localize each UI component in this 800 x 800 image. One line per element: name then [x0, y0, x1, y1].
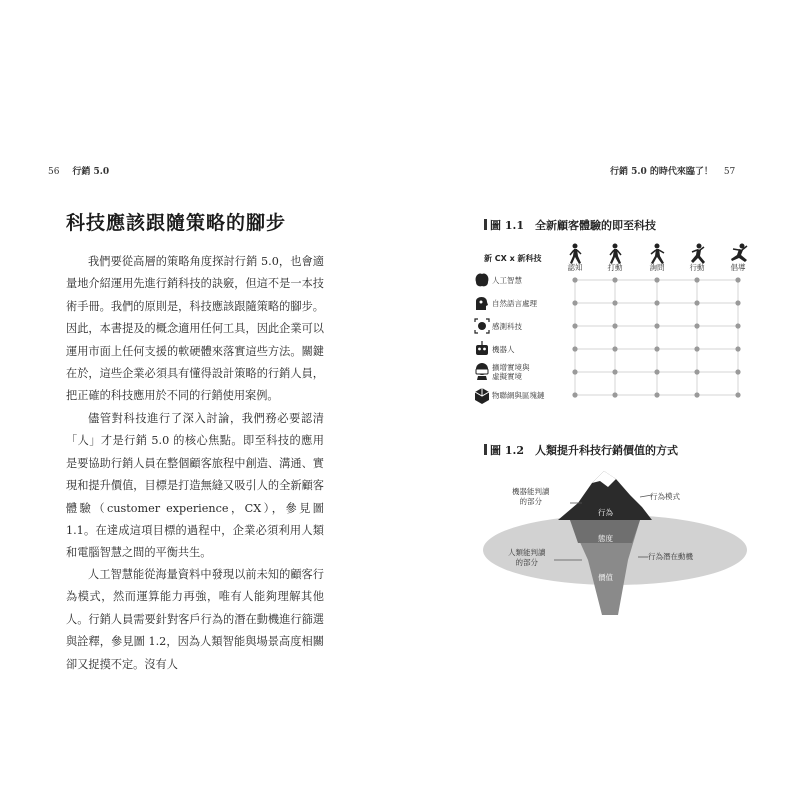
- row-label-robotics: 機器人: [492, 345, 515, 354]
- iot-cube-icon: [475, 388, 489, 404]
- grid-dot: [612, 346, 617, 351]
- column-label-act: 行動: [689, 263, 705, 272]
- running-person-icon: [691, 244, 705, 265]
- left-page-header: [48, 164, 109, 177]
- column-label-awareness: 認知: [567, 263, 583, 272]
- left-running-head: 行銷 5.0: [72, 167, 110, 177]
- walking-person-icon: [570, 244, 581, 265]
- walking-person-icon: [610, 244, 621, 265]
- label-value: 價值: [598, 573, 613, 582]
- grid-dot: [572, 277, 577, 282]
- grid-dot: [735, 369, 740, 374]
- section-title: 科技應該跟隨策略的腳步: [66, 212, 287, 234]
- grid-dot: [654, 300, 659, 305]
- grid-dot: [694, 277, 699, 282]
- grid-dot: [694, 323, 699, 328]
- left-page-number: 56: [48, 167, 60, 177]
- grid-dot: [572, 300, 577, 305]
- sprinting-person-icon: [731, 244, 747, 263]
- grid-dot: [654, 346, 659, 351]
- row-label-ar-vr: 擴增實境與 虛擬實境: [492, 363, 530, 381]
- grid-dot: [735, 323, 740, 328]
- grid-dot: [654, 277, 659, 282]
- grid-dot: [572, 323, 577, 328]
- grid-dot: [735, 392, 740, 397]
- row-label-nlp: 自然語言處理: [492, 299, 537, 308]
- body-paragraph-3: 人工智慧能從海量資料中發現以前未知的顧客行為模式，然而運算能力再強，唯有人能夠理解其他人。行銷人員需要針對客戶行為的潛在動機進行篩選與詮釋，參見圖 1.2，因為人類智能與場景高度相關卻又捉摸不定。沒有人: [66, 568, 324, 671]
- label-attitude: 態度: [598, 534, 613, 543]
- face-scan-icon: [475, 319, 489, 333]
- body-paragraph-1: 我們要從高層的策略角度探討行銷 5.0，也會適量地介紹運用先進行銷科技的訣竅，但這不是一本技術手冊。我們的原則是，科技應該跟隨策略的腳步。因此，本書提及的概念適用任何工具，因此企業可以運用市面上任何支援的軟硬體來落實這些方法。關鍵在於，這些企業必須具有懂得設計策略的行銷人員，把正確的科技應用於不同的行銷使用案例。: [66, 255, 324, 403]
- row-label-sensors: 感測科技: [492, 322, 522, 331]
- speech-head-icon: [476, 297, 488, 310]
- grid-dot: [735, 346, 740, 351]
- label-motive: 行為潛在動機: [648, 552, 693, 561]
- brain-icon: [476, 273, 489, 286]
- body-paragraph-2: 儘管對科技進行了深入討論，我們務必要認清「人」才是行銷 5.0 的核心焦點。即至科技的應用是要協助行銷人員在整個顧客旅程中創造、溝通、實現和提升價值，目標是打造無縫又吸引人的全新顧客體驗（customer experience，CX），參見圖 1.1。在達成這項目標的過程中，企業必須利用人類和電腦智慧之間的平衡共生。: [66, 412, 324, 560]
- figure-1-title: 圖 1.1 全新顧客體驗的即至科技: [484, 217, 656, 233]
- grid-dot: [694, 369, 699, 374]
- vr-headset-icon: [476, 363, 488, 380]
- column-label-advocate: 倡導: [730, 263, 746, 272]
- row-icons: [475, 273, 489, 404]
- grid-dot: [572, 392, 577, 397]
- grid-dot: [654, 392, 659, 397]
- robot-icon: [476, 341, 488, 355]
- figure-2-title: 圖 1.2 人類提升科技行銷價值的方式: [484, 442, 678, 458]
- figure-marker-bar: [484, 444, 487, 455]
- right-page-number: 57: [723, 167, 736, 177]
- grid-dot: [612, 323, 617, 328]
- label-behavior-pattern: 行為模式: [650, 492, 680, 501]
- grid-dot: [654, 369, 659, 374]
- row-label-iot-blockchain: 物聯網與區塊鏈: [492, 391, 545, 400]
- grid-dot: [694, 300, 699, 305]
- grid-dot: [694, 346, 699, 351]
- grid-dot: [612, 277, 617, 282]
- grid-dot: [694, 392, 699, 397]
- column-label-appeal: 打動: [607, 263, 623, 272]
- right-page-header: [610, 164, 735, 177]
- row-label-ai: 人工智慧: [492, 276, 522, 285]
- column-icons: [570, 244, 747, 265]
- grid-dot: [612, 300, 617, 305]
- column-label-ask: 詢問: [649, 263, 665, 272]
- grid-dot: [735, 277, 740, 282]
- grid-dot: [572, 346, 577, 351]
- figure-marker-bar: [484, 219, 487, 230]
- walking-person-icon: [651, 244, 664, 265]
- grid-dot: [572, 369, 577, 374]
- grid-dot: [612, 392, 617, 397]
- figure-1-header-label: 新 CX x 新科技: [484, 254, 542, 263]
- label-machine-readable: 機器能判讀 的部分: [512, 487, 550, 506]
- grid-dot: [735, 300, 740, 305]
- grid-dot: [612, 369, 617, 374]
- label-human-readable: 人類能判讀 的部分: [508, 548, 546, 567]
- grid-dot: [654, 323, 659, 328]
- label-behavior: 行為: [598, 508, 613, 517]
- right-running-head: 行銷 5.0 的時代來臨了！: [610, 167, 713, 177]
